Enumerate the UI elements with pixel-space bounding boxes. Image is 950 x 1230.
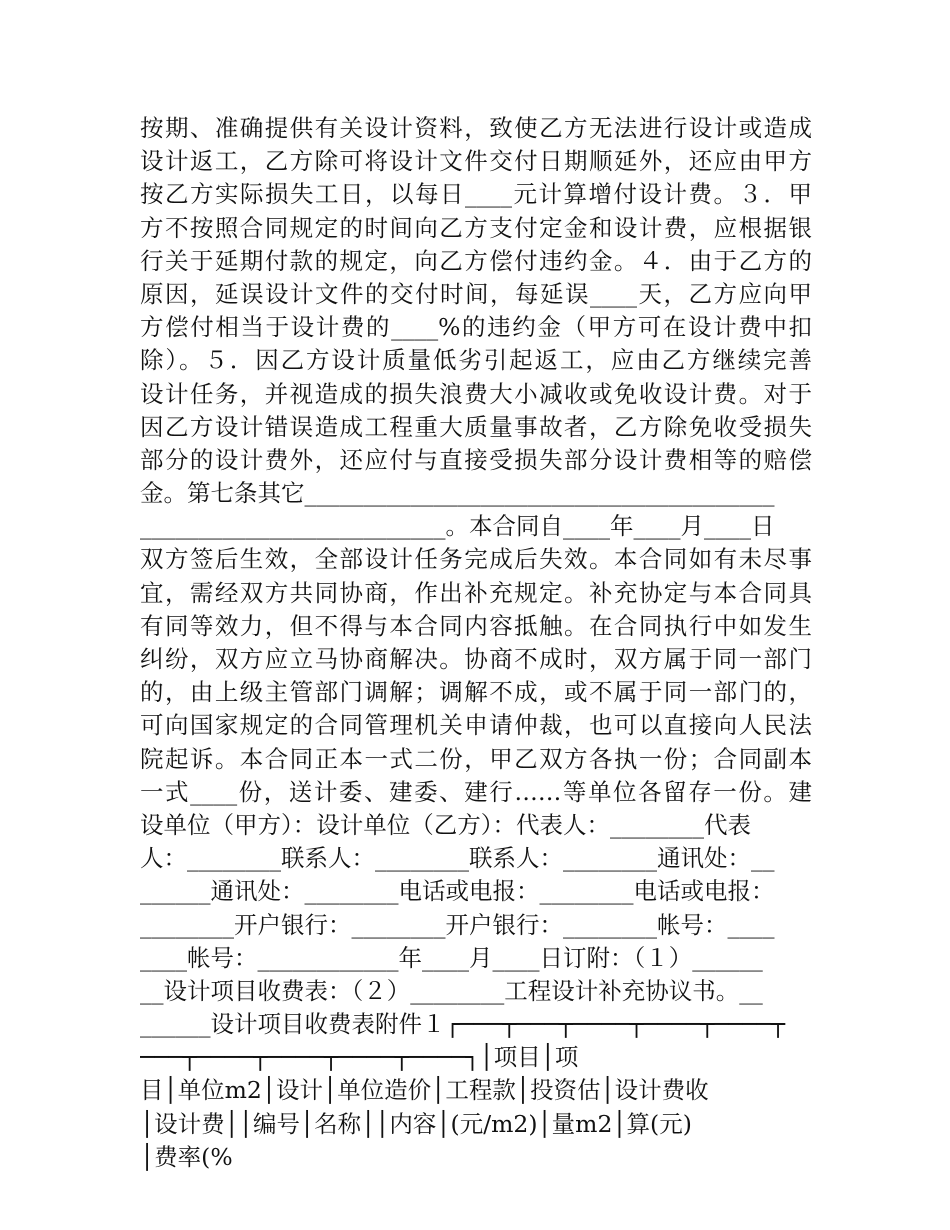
text-line-14: 双方签后生效，全部设计任务完成后失效。本合同如有未尽事 [140, 545, 812, 574]
text-line-13: __________________________。本合同自____年____月____日 [140, 512, 775, 541]
text-line-30: 目│单位m2│设计│单位造价│工程款│投资估│设计费收 [140, 1076, 709, 1105]
text-line-5: 行关于延期付款的规定，向乙方偿付违约金。４．由于乙方的 [140, 246, 812, 275]
text-line-22: 设单位（甲方）：设计单位（乙方）：代表人：________代表 [140, 810, 751, 839]
text-line-2: 设计返工，乙方除可将设计文件交付日期顺延外，还应由甲方 [140, 147, 812, 176]
text-line-3: 按乙方实际损失工日，以每日____元计算增付设计费。３．甲 [140, 180, 812, 209]
text-line-6: 原因，延误设计文件的交付时间，每延误____天，乙方应向甲 [140, 279, 812, 308]
text-line-32: │费率(% [140, 1142, 233, 1171]
text-line-28: ______设计项目收费表附件１┌───┬───┬────┬────┬────┬ [140, 1010, 786, 1039]
text-line-17: 纠纷，双方应立马协商解决。协商不成时，双方属于同一部门 [140, 645, 812, 673]
text-line-9: 设计任务，并视造成的损失浪费大小减收或免收设计费。对于 [140, 379, 812, 408]
text-line-21: 一式____份，送计委、建委、建行……等单位各留存一份。建 [140, 777, 812, 806]
text-line-12: 金。第七条其它________________________________________ [140, 479, 775, 508]
text-line-26: ____帐号：____________年____月____日订附：（１）______ [140, 943, 763, 972]
text-line-1: 按期、准确提供有关设计资料，致使乙方无法进行设计或造成 [140, 114, 812, 142]
text-line-15: 宜，需经双方共同协商，作出补充规定。补充协定与本合同具 [140, 578, 812, 607]
text-line-25: ________开户银行：________开户银行：________帐号：____ [140, 910, 775, 939]
text-line-18: 的，由上级主管部门调解；调解不成，或不属于同一部门的， [140, 678, 812, 707]
text-line-31: │设计费││编号│名称││内容│(元/m2)│量m2│算(元) [140, 1109, 692, 1138]
text-line-24: ______通讯处：________电话或电报：________电话或电报： [140, 877, 775, 906]
text-line-11: 部分的设计费外，还应付与直接受损失部分设计费相等的赔偿 [140, 445, 812, 474]
text-line-7: 方偿付相当于设计费的____%的违约金（甲方可在设计费中扣 [140, 313, 812, 342]
text-line-27: __设计项目收费表：（２）________工程设计补充协议书。__ [140, 976, 763, 1005]
text-line-8: 除）。５．因乙方设计质量低劣引起返工，应由乙方继续完善 [140, 346, 812, 375]
text-line-10: 因乙方设计错误造成工程重大质量事故者，乙方除免收受损失 [140, 412, 812, 441]
text-line-4: 方不按照合同规定的时间向乙方支付定金和设计费，应根据银 [140, 213, 812, 242]
text-line-20: 院起诉。本合同正本一式二份，甲乙双方各执一份；合同副本 [140, 744, 812, 773]
text-line-29: ───┬────┬────┬────┬────┐│项目│项 [140, 1043, 579, 1072]
text-line-23: 人：________联系人：________联系人：________通讯处：__ [140, 844, 775, 873]
document-page [140, 112, 812, 1174]
text-line-19: 可向国家规定的合同管理机关申请仲裁，也可以直接向人民法 [140, 711, 812, 740]
text-line-16: 有同等效力，但不得与本合同内容抵触。在合同执行中如发生 [140, 611, 812, 640]
